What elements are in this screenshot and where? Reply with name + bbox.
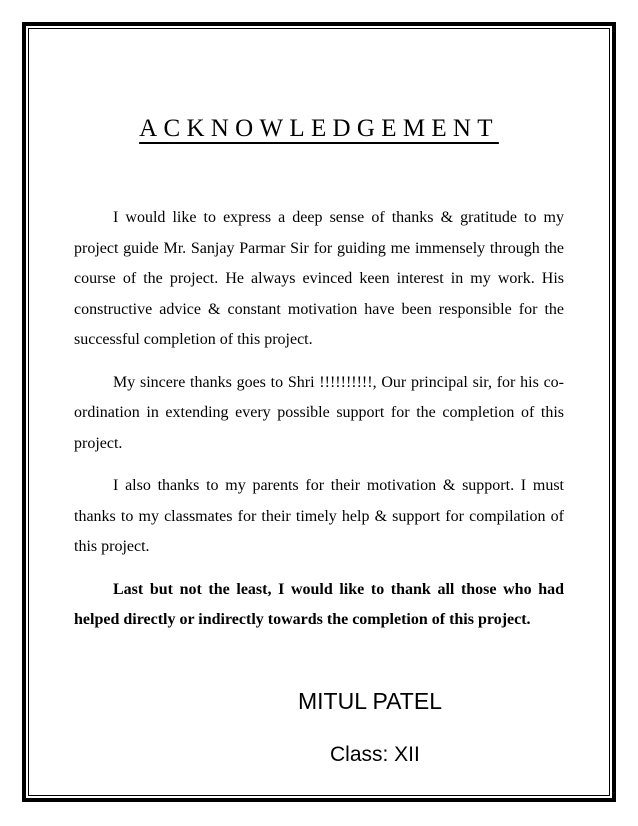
paragraph-parents-thanks: I also thanks to my parents for their motivation & support. I must thanks to my classmates for their timely help & support for compilation of this project. [74, 477, 564, 555]
signature-class: Class: XII [330, 743, 420, 766]
paragraph-closing-thanks: Last but not the least, I would like to thank all those who had helped directly or indirectly towards the completion of this project. [74, 580, 564, 628]
page-title: ACKNOWLEDGEMENT [139, 115, 499, 142]
paragraph-principal-thanks: My sincere thanks goes to Shri !!!!!!!!!!, Our principal sir, for his co-ordination in extending every possible support for the completion of this project. [74, 373, 564, 452]
signature-name: MITUL PATEL [298, 688, 442, 714]
paragraph-guide-thanks: I would like to express a deep sense of thanks & gratitude to my project guide Mr. Sanjay Parmar Sir for guiding me immensely through the course of the project. He always evinced keen interest in my work. His constructive advice & constant motivation have been responsible for the successful completion of this project. [74, 209, 564, 348]
body-text [74, 203, 564, 648]
